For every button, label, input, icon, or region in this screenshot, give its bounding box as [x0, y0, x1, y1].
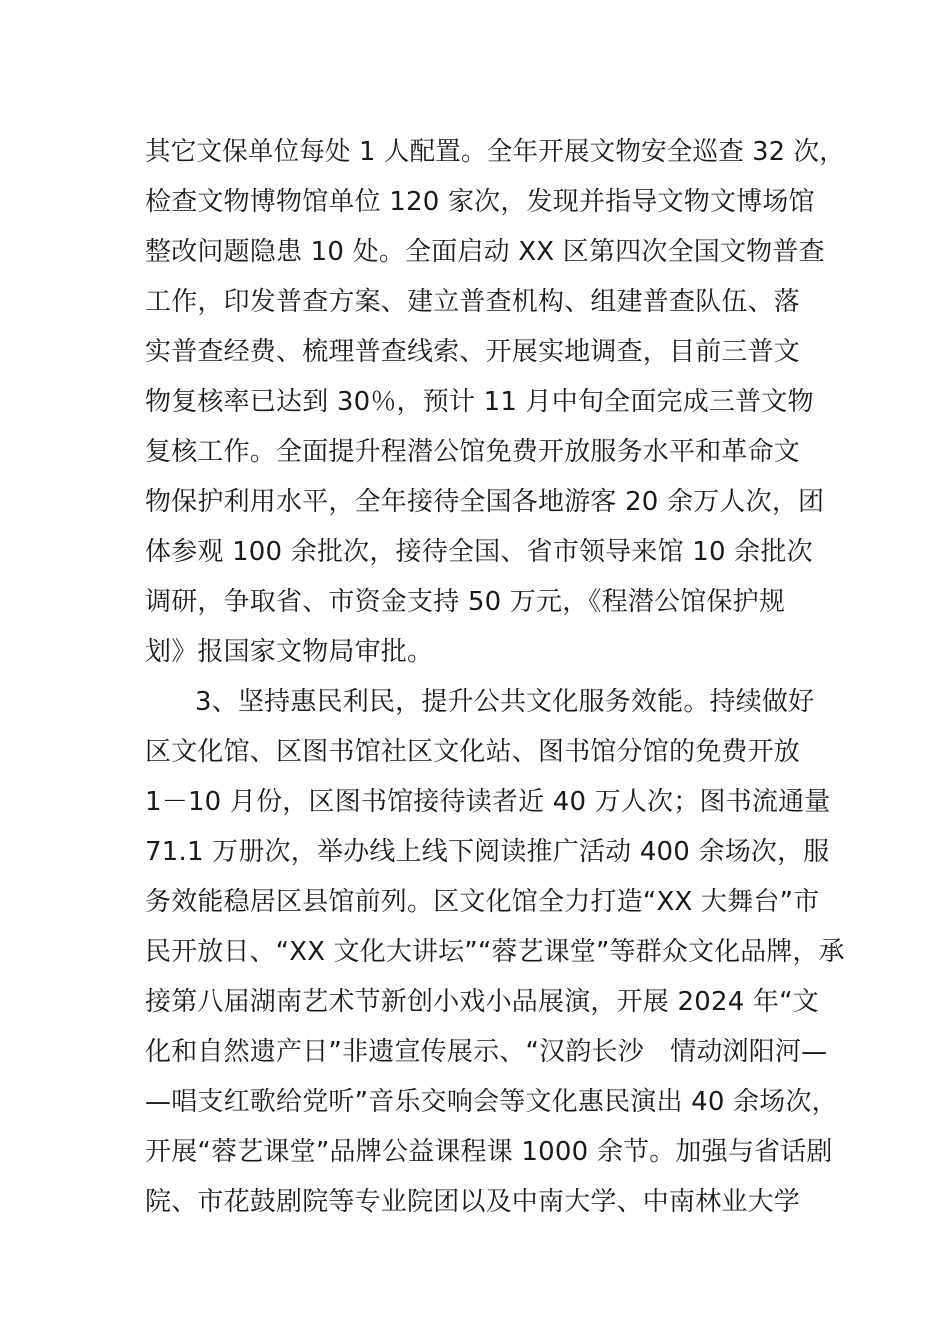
text-line: 调研，争取省、市资金支持 50 万元，《程潜公馆保护规	[145, 587, 786, 617]
text-line: 检查文物博物馆单位 120 家次，发现并指导文物文博场馆	[145, 187, 815, 217]
text-line: 区文化馆、区图书馆社区文化站、图书馆分馆的免费开放	[145, 737, 801, 767]
section-heading-line: 3、坚持惠民利民，提升公共文化服务效能。持续做好	[195, 687, 815, 717]
text-line: —唱支红歌给党听”音乐交响会等文化惠民演出 40 余场次，	[145, 1087, 838, 1117]
text-line: 其它文保单位每处 1 人配置。全年开展文物安全巡查 32 次，	[145, 137, 845, 167]
text-line: 物保护利用水平，全年接待全国各地游客 20 余万人次，团	[145, 487, 825, 517]
text-line: 接第八届湖南艺术节新创小戏小品展演，开展 2024 年“文	[145, 987, 819, 1017]
text-line: 院、市花鼓剧院等专业院团以及中南大学、中南林业大学	[145, 1187, 801, 1217]
text-line: 物复核率已达到 30％，预计 11 月中旬全面完成三普文物	[145, 387, 814, 417]
text-line: 民开放日、“XX 文化大讲坛”“蓉艺课堂”等群众文化品牌，承	[145, 937, 845, 967]
text-line: 1－10 月份，区图书馆接待读者近 40 万人次；图书流通量	[145, 787, 831, 817]
text-line: 71.1 万册次，举办线上线下阅读推广活动 400 余场次，服	[145, 837, 830, 867]
text-line: 化和自然遗产日”非遗宣传展示、“汉韵长沙 情动浏阳河—	[145, 1037, 828, 1067]
text-line: 实普查经费、梳理普查线索、开展实地调查，目前三普文	[145, 337, 801, 367]
text-line: 复核工作。全面提升程潜公馆免费开放服务水平和革命文	[145, 437, 801, 467]
text-line: 体参观 100 余批次，接待全国、省市领导来馆 10 余批次	[145, 537, 813, 567]
text-line: 务效能稳居区县馆前列。区文化馆全力打造“XX 大舞台”市	[145, 887, 820, 917]
text-line: 开展“蓉艺课堂”品牌公益课程课 1000 余节。加强与省话剧	[145, 1137, 833, 1167]
text-line: 划》报国家文物局审批。	[145, 637, 434, 667]
text-line: 工作，印发普查方案、建立普查机构、组建普查队伍、落	[145, 287, 801, 317]
text-line: 整改问题隐患 10 处。全面启动 XX 区第四次全国文物普查	[145, 237, 825, 267]
